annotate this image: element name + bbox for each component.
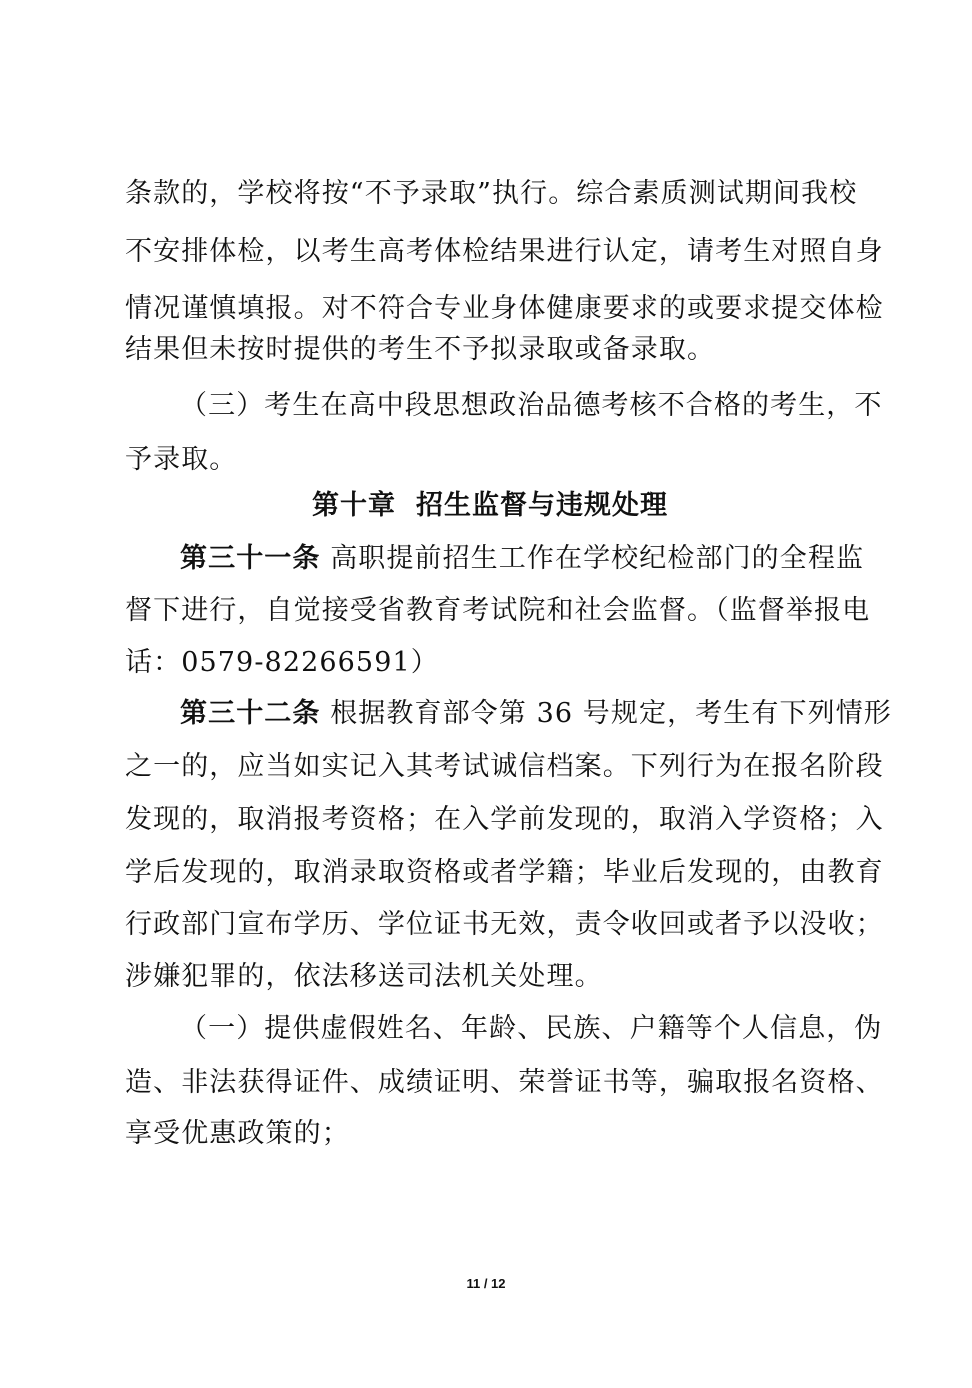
item-1-line-1: （一）提供虚假姓名、年龄、民族、户籍等个人信息，伪 bbox=[180, 1013, 883, 1044]
page-number: 11 / 12 bbox=[466, 1276, 506, 1291]
chapter-number: 第十章 bbox=[312, 490, 396, 521]
article-31-line-1 bbox=[180, 542, 865, 576]
item-1-line-2: 造、非法获得证件、成绩证明、荣誉证书等，骗取报名资格、 bbox=[125, 1067, 884, 1098]
text-line-2: 不安排体检，以考生高考体检结果进行认定，请考生对照自身 bbox=[125, 236, 884, 267]
text-line-4: 结果但未按时提供的考生不予拟录取或备录取。 bbox=[125, 334, 716, 365]
article-32-label: 第三十二条 bbox=[180, 698, 321, 729]
article-32-text-1: 根据教育部令第 36 号规定，考生有下列情形 bbox=[330, 698, 892, 729]
article-32-line-5: 行政部门宣布学历、学位证书无效，责令收回或者予以没收； bbox=[125, 909, 884, 940]
text-line-1: 条款的，学校将按“不予录取”执行。综合素质测试期间我校 bbox=[125, 178, 858, 209]
text-line-6: 予录取。 bbox=[125, 444, 238, 475]
chapter-heading bbox=[125, 489, 855, 523]
article-32-line-3: 发现的，取消报考资格；在入学前发现的，取消入学资格；入 bbox=[125, 804, 884, 835]
item-1-line-3: 享受优惠政策的； bbox=[125, 1118, 350, 1149]
article-31-label: 第三十一条 bbox=[180, 543, 321, 574]
article-32-line-6: 涉嫌犯罪的，依法移送司法机关处理。 bbox=[125, 961, 603, 992]
article-31-line-2: 督下进行，自觉接受省教育考试院和社会监督。（监督举报电 bbox=[125, 595, 871, 626]
article-32-line-1 bbox=[180, 697, 892, 731]
text-line-5: （三）考生在高中段思想政治品德考核不合格的考生，不 bbox=[180, 390, 883, 421]
chapter-title: 招生监督与违规处理 bbox=[416, 490, 668, 521]
article-32-line-4: 学后发现的，取消录取资格或者学籍；毕业后发现的，由教育 bbox=[125, 857, 884, 888]
article-31-text-1: 高职提前招生工作在学校纪检部门的全程监 bbox=[330, 543, 865, 574]
article-32-line-2: 之一的，应当如实记入其考试诚信档案。下列行为在报名阶段 bbox=[125, 751, 884, 782]
article-31-line-3: 话：0579-82266591） bbox=[125, 647, 439, 678]
text-line-3: 情况谨慎填报。对不符合专业身体健康要求的或要求提交体检 bbox=[125, 293, 884, 324]
